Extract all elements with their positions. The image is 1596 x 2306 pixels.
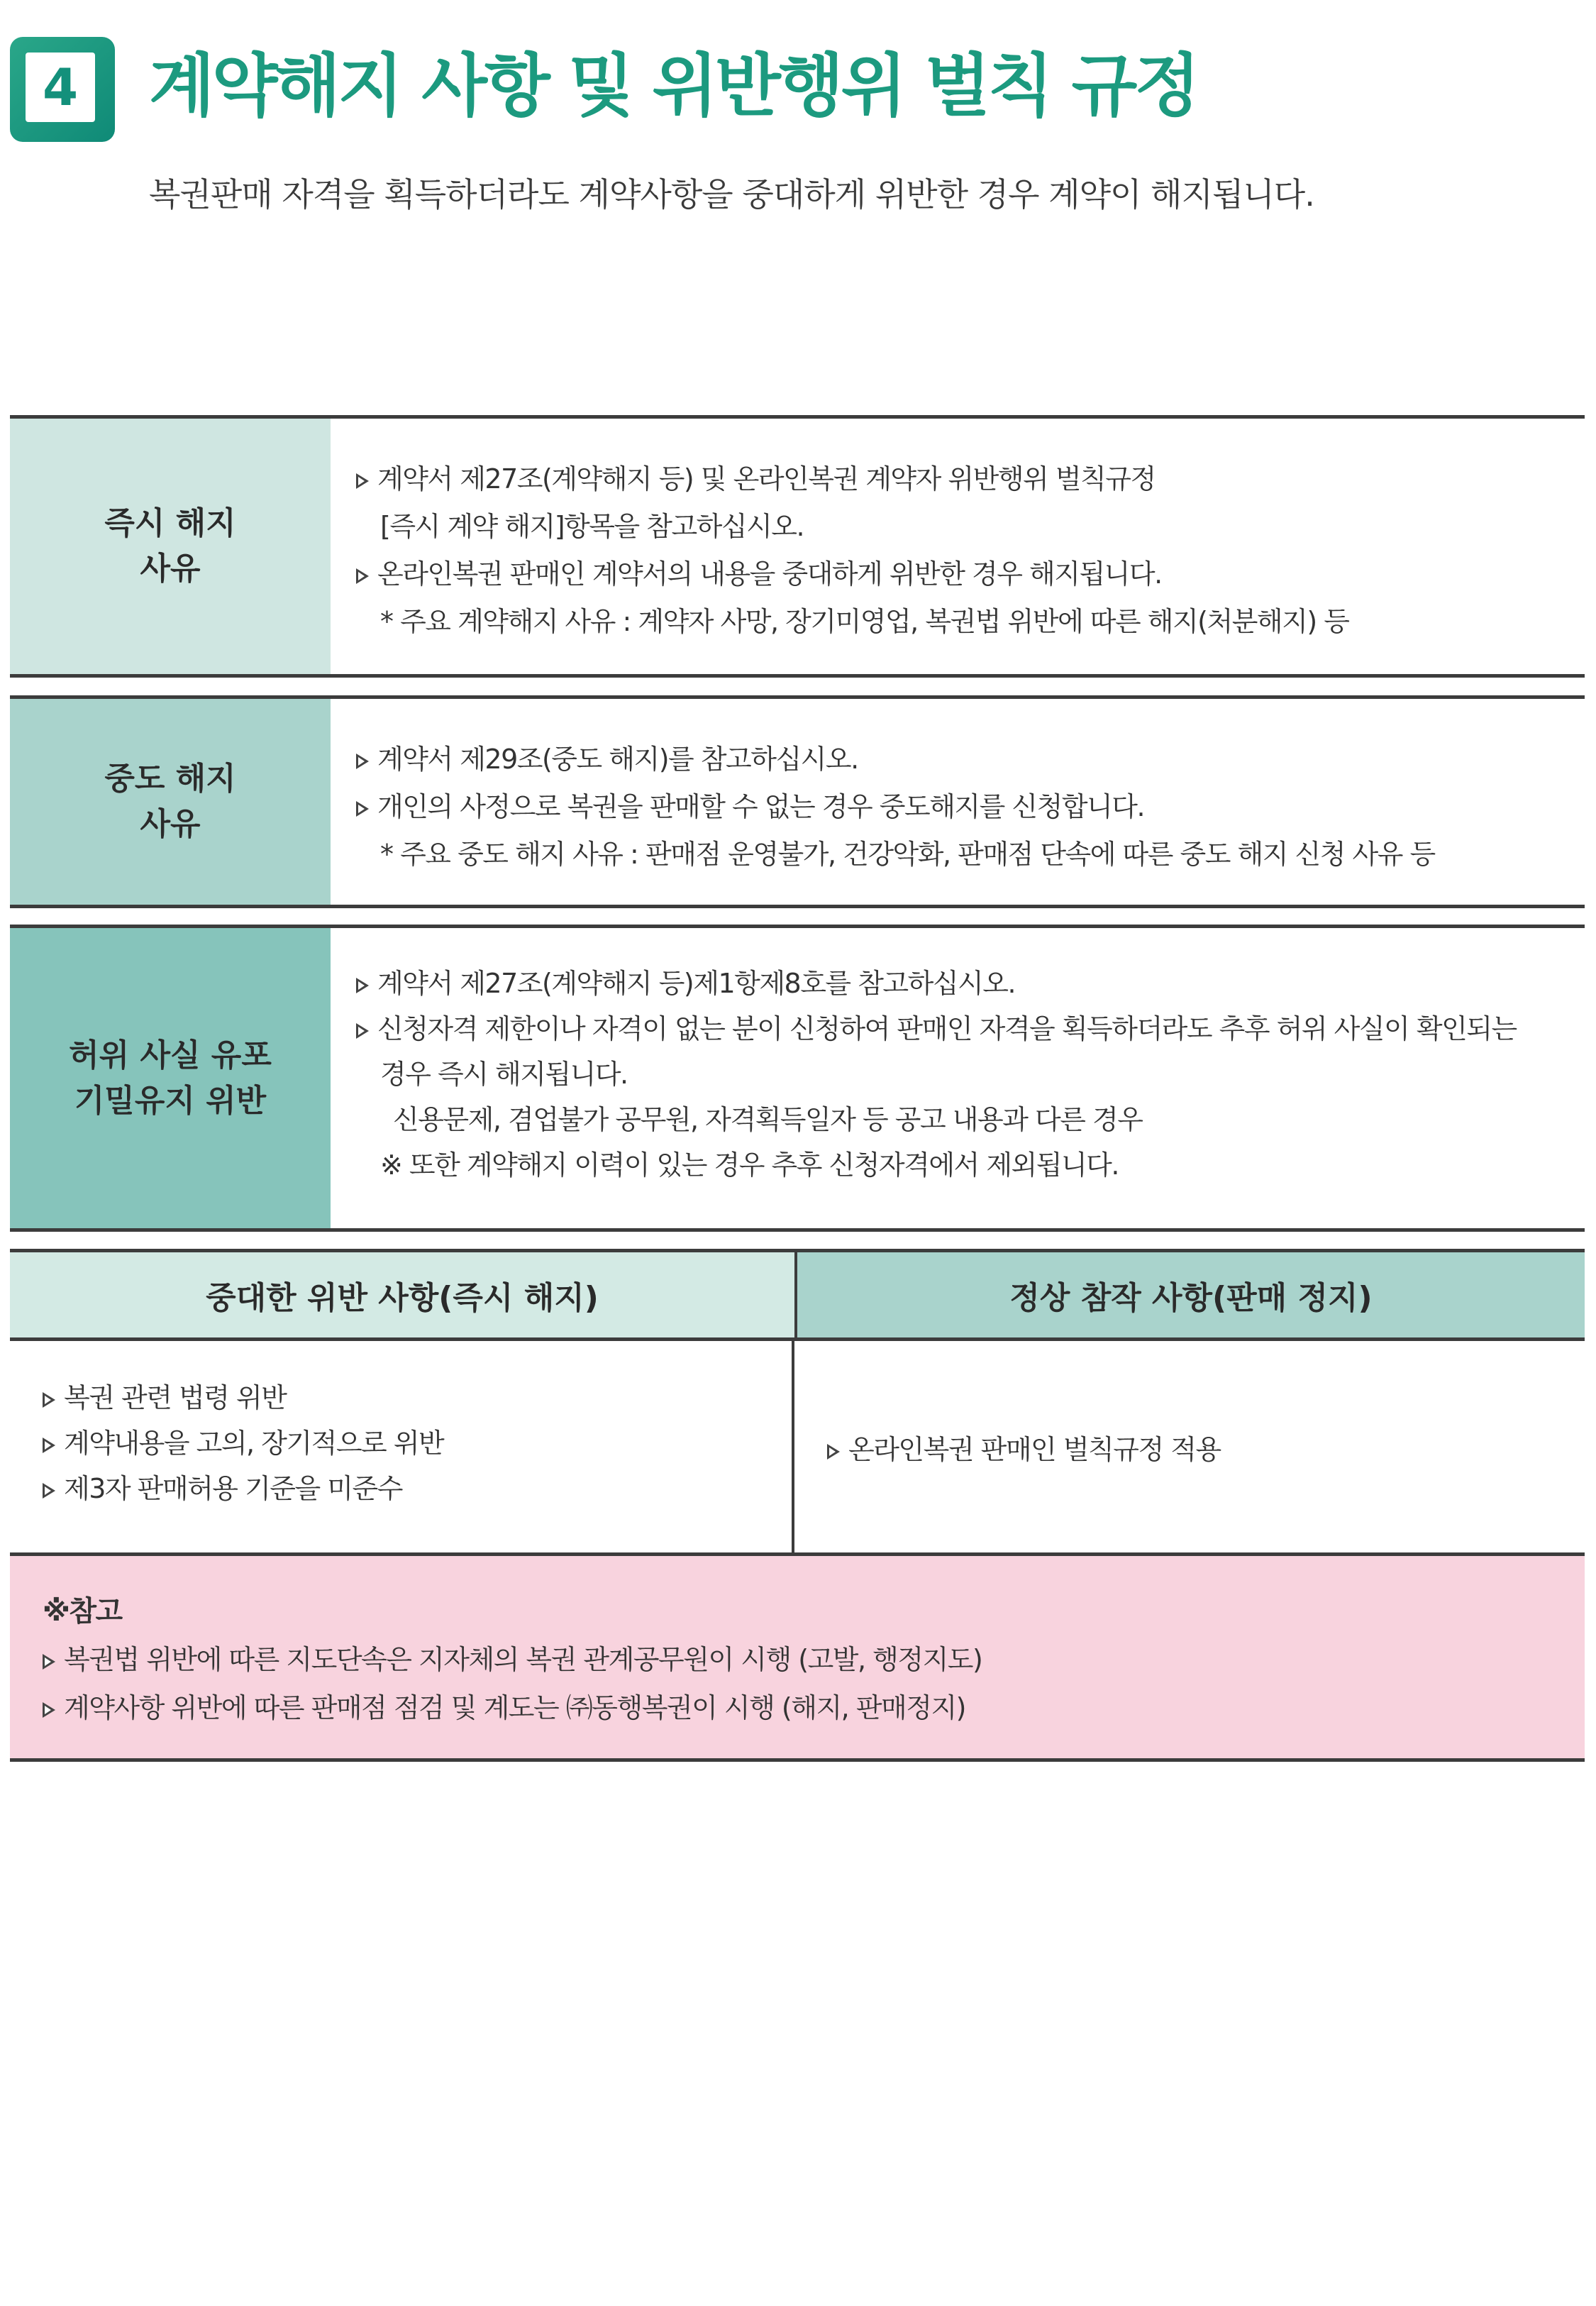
- note-line: * 주요 계약해지 사유 : 계약자 사망, 장기미영업, 복권법 위반에 따른 해지(처분해지) 등: [380, 606, 1349, 637]
- note-item-text: 계약사항 위반에 따른 판매점 점검 및 계도는 ㈜동행복권이 시행 (해지, 판매정지): [64, 1692, 965, 1723]
- row-label-line: 중도 해지: [104, 761, 236, 797]
- section-number: 4: [26, 53, 95, 122]
- reference-note: [10, 1556, 1585, 1762]
- list-item-text: 계약내용을 고의, 장기적으로 위반: [64, 1428, 444, 1459]
- row-label: [10, 419, 331, 674]
- triangle-bullet-icon: [356, 978, 369, 993]
- page-subtitle: 복권판매 자격을 획득하더라도 계약사항을 중대하게 위반한 경우 계약이 해지됩니다.: [149, 175, 1314, 214]
- row-label-line: 사유: [140, 551, 201, 587]
- page-title: 계약해지 사항 및 위반행위 벌칙 규정: [149, 46, 1198, 126]
- violations-table: [10, 1249, 1585, 1556]
- list-item: [827, 1428, 1221, 1467]
- violations-table-header: [10, 1249, 1585, 1341]
- continuation-line: [즉시 계약 해지]항목을 참고하십시오.: [380, 511, 804, 542]
- list-item-text: 복권 관련 법령 위반: [64, 1382, 287, 1413]
- bullet-text: 신청자격 제한이나 자격이 없는 분이 신청하여 판매인 자격을 획득하더라도 추후 허위 사실이 확인되는: [377, 1013, 1517, 1044]
- note-line: 신용문제, 겸업불가 공무원, 자격획득일자 등 공고 내용과 다른 경우: [393, 1104, 1143, 1135]
- section-header: [10, 35, 1585, 149]
- triangle-bullet-icon: [356, 1023, 369, 1039]
- triangle-bullet-icon: [43, 1483, 55, 1499]
- note-title: ※참고: [43, 1595, 122, 1628]
- note-line: * 주요 중도 해지 사유 : 판매점 운영불가, 건강악화, 판매점 단속에 따른 중도 해지 신청 사유 등: [380, 839, 1435, 870]
- row-content: [331, 419, 1585, 674]
- triangle-bullet-icon: [356, 568, 369, 584]
- triangle-bullet-icon: [356, 801, 369, 817]
- triangle-bullet-icon: [43, 1438, 55, 1453]
- row-label-line: 기밀유지 위반: [74, 1082, 267, 1119]
- bullet-line: [356, 961, 1585, 1006]
- triangle-bullet-icon: [43, 1702, 55, 1718]
- note-item-text: 복권법 위반에 따른 지도단속은 지자체의 복권 관계공무원이 시행 (고발, 행정지도): [64, 1644, 982, 1675]
- row-label-line: 허위 사실 유포: [69, 1037, 272, 1074]
- triangle-bullet-icon: [356, 754, 369, 769]
- bullet-text: 계약서 제27조(계약해지 등)제1항제8호를 참고하십시오.: [377, 968, 1016, 999]
- bullet-line: [356, 456, 1585, 503]
- serious-violations-header: 중대한 위반 사항(즉시 해지): [10, 1252, 797, 1337]
- section-number-badge: [10, 37, 115, 142]
- mitigating-factors-header: 정상 참작 사항(판매 정지): [797, 1252, 1585, 1337]
- row-content: [331, 699, 1585, 905]
- bullet-line: [356, 783, 1585, 831]
- false-info-row: [10, 925, 1585, 1232]
- continuation-line: 경우 즉시 해지됩니다.: [380, 1059, 628, 1090]
- bullet-text: 개인의 사정으로 복권을 판매할 수 없는 경우 중도해지를 신청합니다.: [377, 791, 1145, 822]
- list-item-text: 온라인복권 판매인 벌칙규정 적용: [848, 1433, 1221, 1465]
- row-label: [10, 928, 331, 1228]
- note-item: [43, 1635, 1585, 1684]
- note-item: [43, 1684, 1585, 1732]
- bullet-line: [356, 1006, 1585, 1052]
- triangle-bullet-icon: [827, 1444, 840, 1460]
- triangle-bullet-icon: [43, 1654, 55, 1670]
- midterm-termination-row: [10, 695, 1585, 908]
- bullet-text: 계약서 제29조(중도 해지)를 참고하십시오.: [377, 744, 858, 775]
- list-item: [43, 1420, 792, 1466]
- bullet-line: [356, 551, 1585, 598]
- list-item: [43, 1375, 792, 1420]
- row-content: [331, 928, 1585, 1228]
- row-label: [10, 699, 331, 905]
- triangle-bullet-icon: [356, 473, 369, 489]
- list-item-text: 제3자 판매허용 기준을 미준수: [64, 1473, 402, 1504]
- bullet-text: 계약서 제27조(계약해지 등) 및 온라인복권 계약자 위반행위 벌칙규정: [377, 463, 1156, 495]
- row-label-line: 즉시 해지: [104, 505, 236, 541]
- bullet-line: [356, 736, 1585, 783]
- mitigating-factors-list: [794, 1341, 1585, 1552]
- list-item: [43, 1466, 792, 1511]
- immediate-termination-row: [10, 415, 1585, 678]
- row-label-line: 사유: [140, 806, 201, 842]
- serious-violations-list: [10, 1341, 794, 1552]
- triangle-bullet-icon: [43, 1392, 55, 1408]
- violations-table-body: [10, 1341, 1585, 1556]
- bullet-text: 온라인복권 판매인 계약서의 내용을 중대하게 위반한 경우 해지됩니다.: [377, 558, 1162, 590]
- note-line: ※ 또한 계약해지 이력이 있는 경우 추후 신청자격에서 제외됩니다.: [380, 1149, 1119, 1181]
